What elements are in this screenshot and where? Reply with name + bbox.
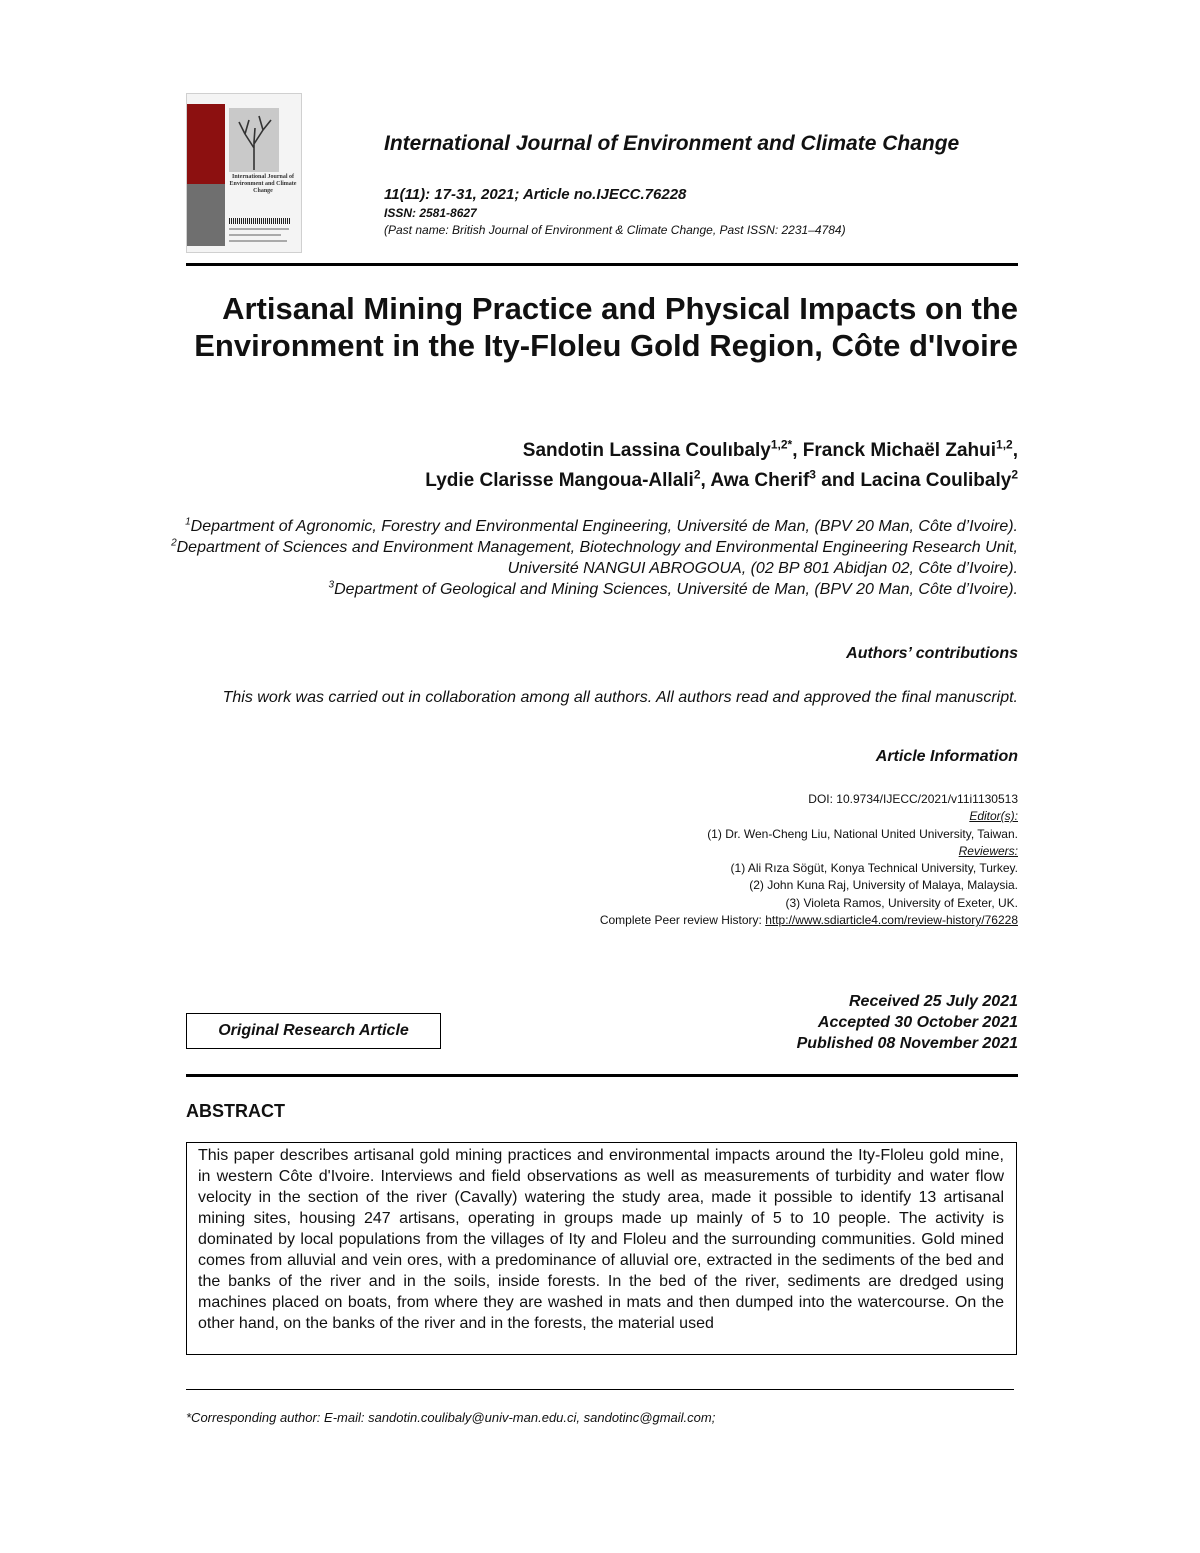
abstract-heading: ABSTRACT bbox=[186, 1101, 285, 1121]
author-affil-mark: 3 bbox=[809, 467, 816, 482]
corresponding-author-footnote: *Corresponding author: E-mail: sandotin.coulibaly@univ-man.edu.ci, sandotinc@gmail.com; bbox=[186, 1410, 716, 1425]
author-name: Lydie Clarisse Mangoua-Allali bbox=[425, 470, 694, 491]
section-rule bbox=[186, 1074, 1018, 1077]
review-history-link[interactable]: http://www.sdiarticle4.com/review-history/76228 bbox=[765, 913, 1018, 928]
author-name: Awa Cherif bbox=[710, 470, 810, 491]
affiliation-item: $^3$Department of Geological and Mining Sciences, Université de Man, (BPV 20 Man, Côte d’Ivoire). bbox=[328, 579, 1018, 598]
article-type-badge: Original Research Article bbox=[186, 1013, 441, 1049]
header-rule bbox=[186, 263, 1018, 266]
review-history: Complete Peer review History: http://www.sdiarticle4.com/review-history/76228 bbox=[599, 913, 1018, 928]
author-affil-mark: 2 bbox=[1011, 467, 1018, 482]
reviewer-item: (3) Violeta Ramos, University of Exeter, UK. bbox=[785, 895, 1018, 910]
affiliation-item: $^2$Department of Sciences and Environment Management, Biotechnology and Environmental Engineering Research Unit, Université NANGUI ABROGOUA, (02 BP 801 Abidjan 02, Côte d’Ivoire). bbox=[171, 537, 1018, 577]
article-dates bbox=[797, 991, 1018, 1054]
author-name: Franck Michaël Zahui bbox=[802, 440, 997, 461]
author-name: Sandotin Lassina Coulıbaly bbox=[522, 440, 771, 461]
cover-red-band bbox=[187, 104, 225, 184]
article-info bbox=[318, 791, 1018, 929]
editor-item: (1) Dr. Wen-Cheng Liu, National United University, Taiwan. bbox=[707, 826, 1018, 841]
abstract-text: This paper describes artisanal gold mining practices and environmental impacts around the Ity-Floleu gold mine, in western Côte d'Ivoire. Interviews and field observations as well as measurements of turbidity and water flow velocity in the section of the river (Cavally) watering the study area, made it possible to identify 13 artisanal mining sites, housing 247 artisans, operating in groups made up mainly of 5 to 10 people. The activity is dominated by local populations from the villages of Ity and Floleu and the surrounding communities. Gold mined comes from alluvial and vein ores, with a predominance of alluvial ore, extracted in the sediments of the bed and the banks of the river and in the soils, inside forests. In the bed of the river, sediments are dredged using machines placed on boats, from where they are washed in mats and then dumped into the watercourse. On the other hand, on the banks of the river and in the forests, the material used bbox=[198, 1147, 1004, 1332]
accepted-date: Accepted 30 October 2021 bbox=[817, 1014, 1018, 1031]
received-date: Received 25 July 2021 bbox=[848, 993, 1018, 1010]
journal-cover-image bbox=[186, 93, 302, 253]
author-list: Sandotin Lassina Coulıbaly$^{1,2*}$, Franck Michaël Zahui$^{1,2}$, Lydie Clarisse Mangoua-Allali$^2$, Awa Cherif$^3$ and Lacina Coulibaly$^2$ bbox=[425, 437, 1018, 491]
reviewers-label: Reviewers: bbox=[958, 843, 1018, 858]
journal-name: International Journal of Environment and Climate Change bbox=[384, 132, 960, 155]
published-date: Published 08 November 2021 bbox=[796, 1035, 1018, 1052]
author-affil-mark: 1,2* bbox=[770, 437, 793, 452]
author-affil-mark: 2 bbox=[693, 467, 701, 482]
contributions-text: This work was carried out in collaboration among all authors. All authors read and approved the final manuscript. bbox=[222, 689, 1018, 706]
cover-tree-photo bbox=[229, 108, 279, 172]
cover-grey-band bbox=[187, 184, 225, 246]
cover-barcode bbox=[229, 218, 291, 224]
reviewer-item: (1) Ali Rıza Sögüt, Konya Technical University, Turkey. bbox=[730, 861, 1018, 876]
editors-label: Editor(s): bbox=[969, 809, 1018, 824]
footnote-rule bbox=[186, 1389, 1014, 1390]
affiliation-item: $^1$Department of Agronomic, Forestry and Environmental Engineering, Université de Man, (BPV 20 Man, Côte d’Ivoire). bbox=[185, 516, 1018, 535]
abstract-box bbox=[186, 1142, 1017, 1355]
article-info-heading: Article Information bbox=[875, 748, 1018, 765]
reviewer-item: (2) John Kuna Raj, University of Malaya, Malaysia. bbox=[749, 878, 1018, 893]
doi: DOI: 10.9734/IJECC/2021/v11i1130513 bbox=[808, 792, 1018, 806]
journal-issn: ISSN: 2581-8627 bbox=[384, 206, 477, 220]
article-title: Artisanal Mining Practice and Physical Impacts on the Environment in the Ity-Floleu Gold Region, Côte d'Ivoire bbox=[194, 291, 1018, 363]
contributions-heading: Authors’ contributions bbox=[846, 645, 1018, 662]
affiliations bbox=[158, 516, 1018, 600]
author-name: Lacina Coulibaly bbox=[860, 470, 1012, 491]
journal-issue: 11(11): 17-31, 2021; Article no.IJECC.76228 bbox=[384, 186, 687, 203]
journal-past-name: (Past name: British Journal of Environment & Climate Change, Past ISSN: 2231–4784) bbox=[384, 223, 846, 237]
cover-title: International Journal of Environment and Climate Change bbox=[229, 174, 297, 194]
author-affil-mark: 1,2 bbox=[996, 437, 1013, 452]
